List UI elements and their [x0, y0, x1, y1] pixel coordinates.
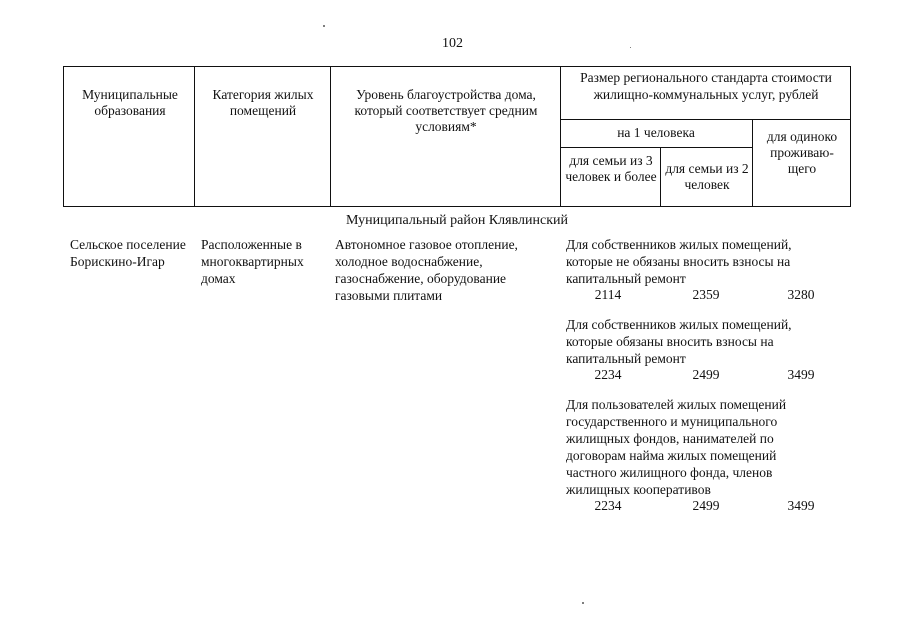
- header-category: Категория жилых помещений: [212, 87, 314, 118]
- price-family3: 2234: [594, 367, 622, 382]
- price-single: 3499: [787, 367, 815, 382]
- header-standard: Размер регионального стандарта стоимости жилищно-коммунальных услуг, рублей: [580, 70, 832, 102]
- cell-level: Автономное газовое отопление, холодное водоснабжение, газоснабжение, оборудование газовыми плитами: [335, 237, 518, 303]
- scan-speck: [630, 47, 631, 48]
- header-family3: для семьи из 3 человек и более: [565, 153, 657, 184]
- price-single: 3280: [787, 287, 815, 302]
- group-label: Для собственников жилых помещений, которые не обязаны вносить взносы на капитальный ремонт: [566, 237, 792, 286]
- scan-speck: [582, 602, 584, 604]
- price-row: [566, 287, 846, 303]
- table-header: [63, 66, 851, 207]
- page-number: 102: [442, 36, 463, 51]
- header-single: для одиноко проживаю-щего: [766, 129, 838, 176]
- header-family2: для семьи из 2 человек: [665, 161, 749, 192]
- price-family2: 2499: [692, 367, 720, 382]
- price-family3: 2234: [594, 498, 622, 513]
- price-row: [566, 367, 846, 383]
- group-label: Для собственников жилых помещений, которые обязаны вносить взносы на капитальный ремонт: [566, 317, 792, 366]
- cell-category: Расположенные в многоквартирных домах: [201, 237, 304, 286]
- header-per-person: на 1 человека: [617, 125, 695, 140]
- price-family2: 2359: [692, 287, 720, 302]
- price-family2: 2499: [692, 498, 720, 513]
- scan-speck: [323, 25, 325, 27]
- cell-municipality: Сельское поселение Борискино-Игар: [70, 237, 186, 269]
- header-municipal: Муниципальные образования: [82, 87, 178, 118]
- price-family3: 2114: [594, 287, 622, 302]
- header-level: Уровень благоустройства дома, который соответствует средним условиям*: [354, 87, 538, 134]
- price-row: [566, 498, 846, 514]
- section-title: Муниципальный район Клявлинский: [345, 213, 569, 228]
- group-label: Для пользователей жилых помещений государственного и муниципального жилищных фондов, нанимателей по договорам найма жилых помещений частного жилищного фонда, членов жилищных кооперативов: [566, 397, 787, 497]
- price-single: 3499: [787, 498, 815, 513]
